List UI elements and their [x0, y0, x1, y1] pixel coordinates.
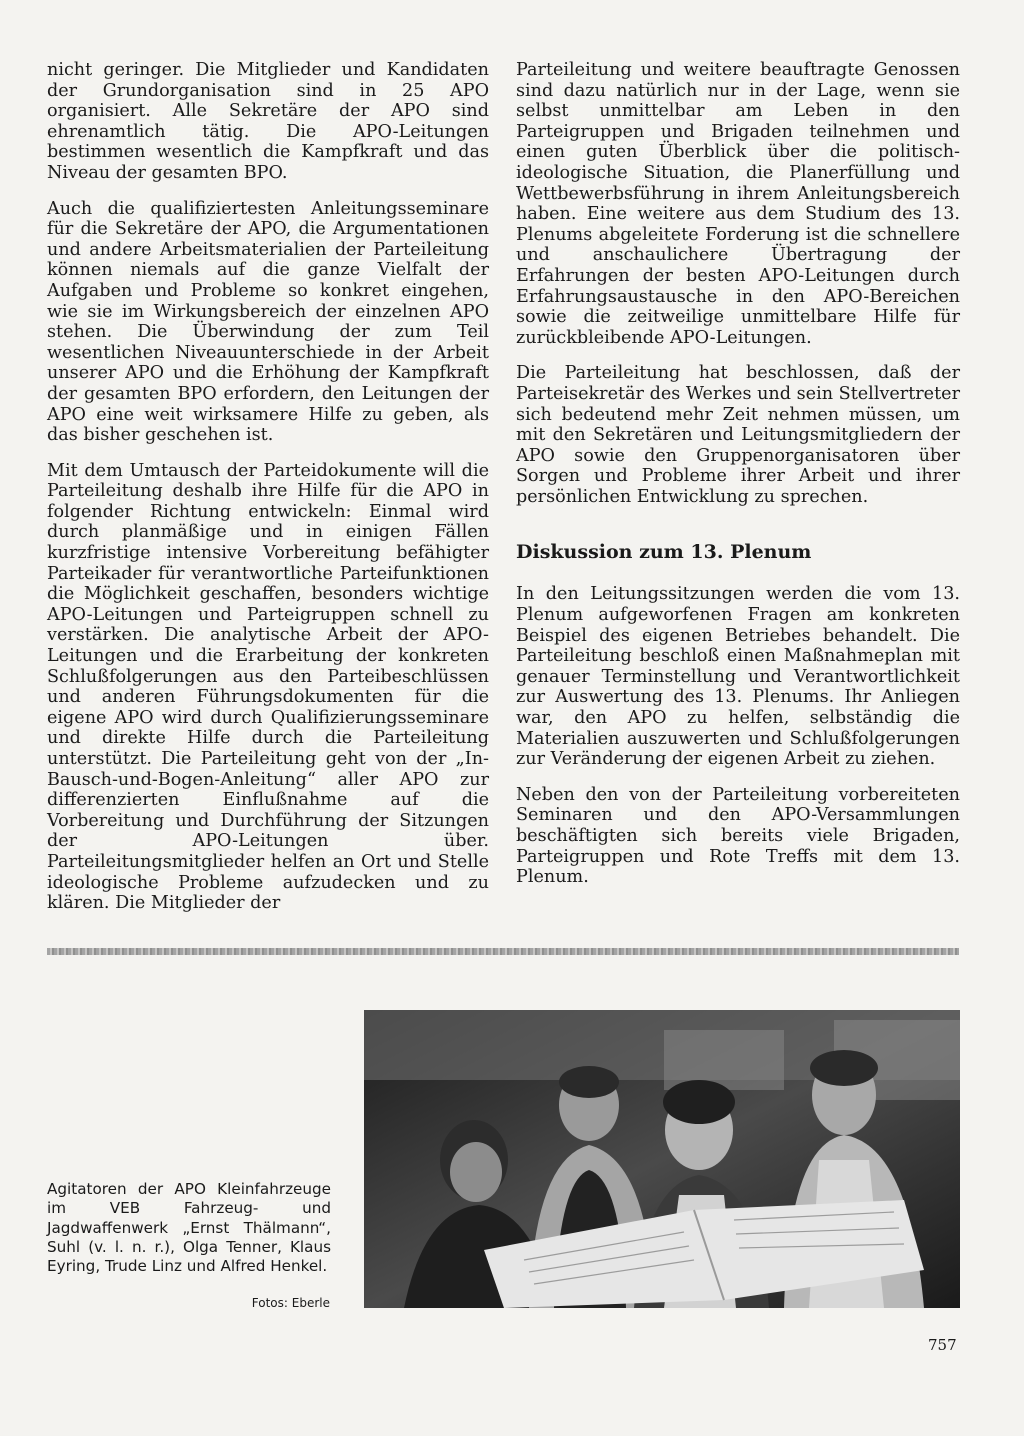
paragraph: Mit dem Umtausch der Parteidokumente will die Parteileitung deshalb ihre Hilfe für die APO in folgender Richtung entwickeln: Einmal wird durch planmäßige und in einigen Fällen kurzfristige intensive Vorbereitung befähigter Parteikader für verantwortliche Parteifunktionen die Möglichkeit geschaffen, besonders wichtige APO-Leitungen und Parteigruppen schnell zu verstärken. Die analytische Arbeit der APO-Leitungen und die Erarbeitung der konkreten Schlußfolgerungen aus den Parteibeschlüssen und anderen Führungsdokumenten für die eigene APO wird durch Qualifizierungsseminare und direkte Hilfe durch die Parteileitung unterstützt. Die Parteileitung geht von der „In-Bausch-und-Bogen-Anleitung“ aller APO zur differenzierten Einflußnahme auf die Vorbereitung und Durchführung der Sitzungen der APO-Leitungen über. Parteileitungsmitglieder helfen an Ort und Stelle ideologische Probleme aufzudecken und zu klären. Die Mitglieder der — [47, 460, 489, 914]
paragraph: In den Leitungssitzungen werden die vom 13. Plenum aufgeworfenen Fragen am konkreten Beispiel des eigenen Betriebes behandelt. Die Parteileitung beschloß einen Maßnahmeplan mit genauer Terminstellung und Verantwortlichkeit zur Auswertung des 13. Plenums. Ihr Anliegen war, den APO zu helfen, selbständig die Materialien auszuwerten und Schlußfolgerungen zur Veränderung der eigenen Arbeit zu ziehen. — [516, 584, 960, 770]
paragraph: Die Parteileitung hat beschlossen, daß der Parteisekretär des Werkes und sein Stellvertreter sich bedeutend mehr Zeit nehmen müssen, um mit den Sekretären und Leitungsmitgliedern der APO sowie den Gruppenorganisatoren über Sorgen und Probleme ihrer Arbeit und ihrer persönlichen Entwicklung zu sprechen. — [516, 363, 960, 507]
page-number: 757 — [928, 1336, 957, 1354]
right-column — [516, 60, 960, 903]
section-heading: Diskussion zum 13. Plenum — [516, 541, 812, 564]
left-column — [47, 60, 489, 929]
photo-caption: Agitatoren der APO Kleinfahrzeuge im VEB Fahrzeug- und Jagdwaffenwerk „Ernst Thälmann“, Suhl (v. l. n. r.), Olga Tenner, Klaus Eyring, Trude Linz und Alfred Henkel. — [47, 1180, 331, 1276]
photo — [364, 1010, 960, 1308]
photo-credit: Fotos: Eberle — [251, 1296, 330, 1310]
divider-rule — [47, 948, 959, 955]
paragraph: Parteileitung und weitere beauftragte Genossen sind dazu natürlich nur in der Lage, wenn sie selbst unmittelbar am Leben in den Parteigruppen und Brigaden teilnehmen und einen guten Überblick über die politisch-ideologische Situation, die Planerfüllung und Wettbewerbsführung in ihrem Anleitungsbereich haben. Eine weitere aus dem Studium des 13. Plenums abgeleitete Forderung ist die schnellere und anschaulichere Übertragung der Erfahrungen der besten APO-Leitungen durch Erfahrungsaustausche in den APO-Bereichen sowie die zeitweilige unmittelbare Hilfe für zurückbleibende APO-Leitungen. — [516, 60, 960, 348]
paragraph: nicht geringer. Die Mitglieder und Kandidaten der Grundorganisation sind in 25 APO organisiert. Alle Sekretäre der APO sind ehrenamtlich tätig. Die APO-Leitungen bestimmen wesentlich die Kampfkraft und das Niveau der gesamten BPO. — [47, 60, 489, 183]
paragraph: Auch die qualifiziertesten Anleitungsseminare für die Sekretäre der APO, die Argumentationen und andere Arbeitsmaterialien der Parteileitung können niemals auf die ganze Vielfalt der Aufgaben und Probleme so konkret eingehen, wie sie im Wirkungsbereich der einzelnen APO stehen. Die Überwindung der zum Teil wesentlichen Niveauunterschiede in der Arbeit unserer APO und die Erhöhung der Kampfkraft der gesamten BPO erfordern, den Leitungen der APO eine weit wirksamere Hilfe zu geben, als das bisher geschehen ist. — [47, 198, 489, 446]
paragraph: Neben den von der Parteileitung vorbereiteten Seminaren und den APO-Versammlungen beschäftigten sich bereits viele Brigaden, Parteigruppen und Rote Treffs mit dem 13. Plenum. — [516, 784, 960, 888]
